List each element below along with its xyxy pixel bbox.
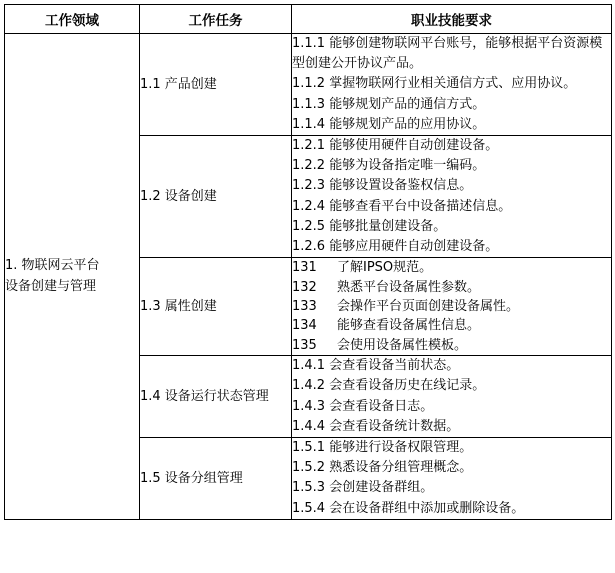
requirement-code: 1.5.2 (292, 460, 326, 476)
requirement-code: 133 (292, 299, 317, 315)
requirement-text: 能够应用硬件自动创建设备。 (329, 239, 499, 255)
requirement-code: 1.4.3 (292, 398, 326, 414)
header-requirements: 职业技能要求 (292, 5, 612, 34)
work-area-line: 1. 物联网云平台 (5, 258, 100, 274)
requirement-code: 1.5.1 (292, 440, 326, 456)
requirement-item (292, 397, 611, 417)
requirement-item (292, 217, 611, 237)
requirements-cell (292, 258, 612, 356)
table-row (5, 34, 612, 136)
requirement-item (292, 34, 611, 74)
requirement-text: 能够进行设备权限管理。 (329, 440, 473, 456)
requirement-item (292, 197, 611, 217)
task-cell: 1.1 产品创建 (140, 34, 292, 136)
requirement-text: 掌握物联网行业相关通信方式、应用协议。 (329, 76, 577, 92)
requirement-text: 会查看设备当前状态。 (329, 358, 460, 374)
requirement-code: 1.1.2 (292, 76, 326, 92)
requirement-text: 能够设置设备鉴权信息。 (329, 178, 473, 194)
requirement-item (292, 237, 611, 257)
requirement-text: 能够规划产品的应用协议。 (329, 116, 486, 132)
requirement-item (292, 258, 611, 277)
requirement-item (292, 356, 611, 376)
requirement-text: 会操作平台页面创建设备属性。 (337, 299, 520, 315)
requirement-item (292, 115, 611, 135)
requirement-code: 1.2.1 (292, 138, 326, 154)
requirement-code: 1.5.3 (292, 480, 326, 496)
requirement-text: 能够为设备指定唯一编码。 (329, 158, 486, 174)
requirements-cell (292, 136, 612, 258)
requirement-code: 1.1.3 (292, 96, 326, 112)
requirement-code: 134 (292, 318, 317, 334)
requirement-code: 135 (292, 337, 317, 353)
requirement-text: 会使用设备属性模板。 (337, 337, 468, 353)
requirement-text: 能够创建物联网平台账号，能够根据平台资源模型创建公开协议产品。 (292, 36, 603, 72)
requirement-code: 1.4.1 (292, 358, 326, 374)
task-cell: 1.2 设备创建 (140, 136, 292, 258)
requirement-item (292, 478, 611, 498)
requirement-item (292, 499, 611, 519)
requirement-code: 1.5.4 (292, 500, 326, 516)
requirement-item (292, 458, 611, 478)
work-area-line: 设备创建与管理 (5, 279, 97, 295)
requirement-item (292, 417, 611, 437)
requirement-item (292, 336, 611, 355)
requirement-text: 能够规划产品的通信方式。 (329, 96, 486, 112)
requirement-text: 会查看设备统计数据。 (329, 418, 460, 434)
requirement-text: 熟悉设备分组管理概念。 (329, 460, 473, 476)
requirement-item (292, 297, 611, 316)
requirement-code: 1.2.2 (292, 158, 326, 174)
requirement-item (292, 316, 611, 335)
requirement-code: 132 (292, 279, 317, 295)
requirement-text: 能够使用硬件自动创建设备。 (329, 138, 499, 154)
requirement-code: 1.2.5 (292, 218, 326, 234)
requirements-cell (292, 438, 612, 520)
requirement-text: 能够查看设备属性信息。 (337, 318, 481, 334)
requirement-text: 会查看设备历史在线记录。 (329, 378, 486, 394)
task-cell: 1.4 设备运行状态管理 (140, 356, 292, 438)
skills-table (4, 4, 612, 520)
requirement-item (292, 156, 611, 176)
requirement-text: 会在设备群组中添加或删除设备。 (329, 500, 525, 516)
task-cell: 1.5 设备分组管理 (140, 438, 292, 520)
header-area: 工作领域 (5, 5, 140, 34)
requirement-code: 1.1.1 (292, 36, 326, 51)
requirement-code: 1.2.4 (292, 198, 326, 214)
requirement-code: 131 (292, 260, 317, 276)
work-area-cell (5, 34, 140, 520)
requirement-item (292, 95, 611, 115)
requirement-code: 1.2.6 (292, 239, 326, 255)
requirement-item (292, 136, 611, 156)
requirement-text: 能够查看平台中设备描述信息。 (329, 198, 512, 214)
requirement-code: 1.4.2 (292, 378, 326, 394)
requirement-text: 会创建设备群组。 (329, 480, 434, 496)
requirement-item (292, 74, 611, 94)
requirement-code: 1.1.4 (292, 116, 326, 132)
requirement-code: 1.4.4 (292, 418, 326, 434)
requirement-text: 了解IPSO规范。 (337, 260, 433, 276)
requirement-item (292, 176, 611, 196)
requirement-text: 熟悉平台设备属性参数。 (337, 279, 481, 295)
task-cell: 1.3 属性创建 (140, 258, 292, 356)
requirement-code: 1.2.3 (292, 178, 326, 194)
requirement-text: 会查看设备日志。 (329, 398, 434, 414)
requirement-item (292, 278, 611, 297)
requirements-cell (292, 34, 612, 136)
header-task: 工作任务 (140, 5, 292, 34)
requirement-item (292, 438, 611, 458)
requirement-text: 能够批量创建设备。 (329, 218, 447, 234)
header-row (5, 5, 612, 34)
requirements-cell (292, 356, 612, 438)
requirement-item (292, 376, 611, 396)
